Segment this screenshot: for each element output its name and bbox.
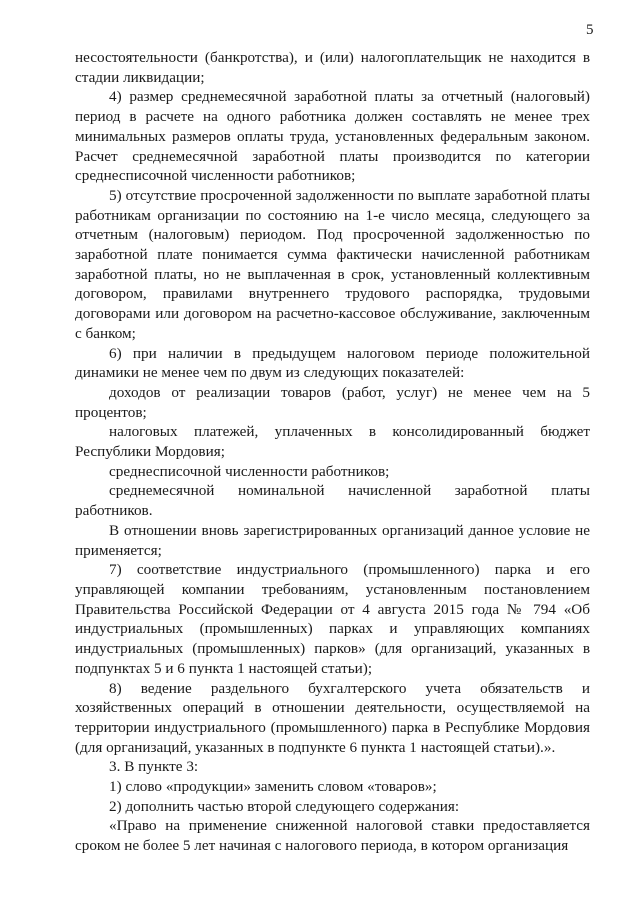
- paragraph: доходов от реализации товаров (работ, услуг) не менее чем на 5 процентов;: [75, 383, 590, 421]
- paragraph: 7) соответствие индустриального (промышленного) парка и его управляющей компании требованиям, установленным постановлением Правительства Российской Федерации от 4 августа 2015 года № 794 «Об индустриальных (промышленных) парках и управляющих компаниях индустриальных (промышленных) парков» (для организаций, указанных в подпунктах 5 и 6 пункта 1 настоящей статьи);: [75, 561, 590, 677]
- paragraph: среднемесячной номинальной начисленной заработной платы работников.: [75, 482, 590, 520]
- paragraph: «Право на применение сниженной налоговой ставки предоставляется сроком не более 5 лет начиная с налогового периода, в котором организация: [75, 817, 590, 855]
- paragraph: 5) отсутствие просроченной задолженности по выплате заработной платы работникам организации по состоянию на 1-е число месяца, следующего за отчетным (налоговым) периодом. Под просроченной задолженностью по заработной плате понимается сумма фактически начисленной работникам заработной платы, но не выплаченная в срок, установленный коллективным договором, правилами внутреннего трудового распорядка, трудовыми договорами или договором на расчетно-кассовое обслуживание, заключенным с банком;: [75, 186, 590, 342]
- document-body: [75, 48, 590, 856]
- paragraph: 6) при наличии в предыдущем налоговом периоде положительной динамики не менее чем по двум из следующих показателей:: [75, 344, 590, 382]
- paragraph: В отношении вновь зарегистрированных организаций данное условие не применяется;: [75, 521, 590, 559]
- paragraph: налоговых платежей, уплаченных в консолидированный бюджет Республики Мордовия;: [75, 423, 590, 461]
- paragraph: 4) размер среднемесячной заработной платы за отчетный (налоговый) период в расчете на одного работника должен составлять не менее трех минимальных размеров оплаты труда, установленных федеральным законом. Расчет среднемесячной заработной платы производится по категории среднесписочной численности работников;: [75, 88, 590, 185]
- paragraph: 1) слово «продукции» заменить словом «товаров»;: [109, 778, 437, 796]
- paragraph: несостоятельности (банкротства), и (или) налогоплательщик не находится в стадии ликвидации;: [75, 49, 590, 86]
- paragraph: среднесписочной численности работников;: [109, 462, 390, 480]
- paragraph: 8) ведение раздельного бухгалтерского учета обязательств и хозяйственных операций в отношении деятельности, осуществляемой на территории индустриального (промышленного) парка в Республике Мордовия (для организаций, указанных в подпункте 6 пункта 1 настоящей статьи).».: [75, 679, 590, 756]
- paragraph: 2) дополнить частью второй следующего содержания:: [109, 797, 460, 815]
- paragraph: 3. В пункте 3:: [109, 758, 199, 776]
- page-number: 5: [586, 22, 594, 38]
